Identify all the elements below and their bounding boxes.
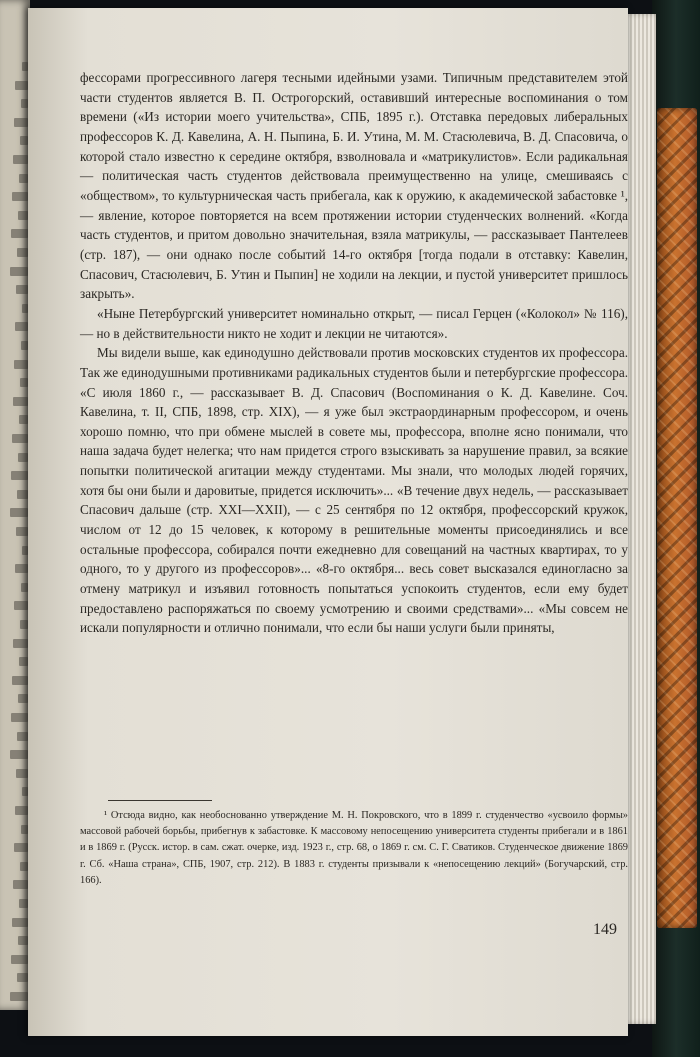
previous-page-text-line xyxy=(12,434,28,443)
paragraph-herzen-quote: «Ныне Петербургский университет номинально открыт, — писал Герцен («Колокол» № 116), — но в действительности никто не ходит и лекции не читаются». xyxy=(80,305,628,341)
previous-page-text-line xyxy=(21,341,28,350)
paragraph-continued: фессорами прогрессивного лагеря тесными идейными узами. Типичным представителем этой части студентов является В. П. Острогорский, оставивший интересные воспоминания о том времени («Из истории моего учительства», СПБ, 1895 г.). Отставка передовых либеральных профессоров К. Д. Кавелина, А. Н. Пыпина, Б. И. Утина, М. М. Стасюлевича, В. Д. Спасовича, о которой стало известно к середине октября, взволновала и «матрикулистов». Если радикальная — политическая часть студентов действовала преимущественно на улице, смешиваясь с «обществом», то культурническая часть прибегала, как к оружию, к академической забастовке ¹, — явление, которое повторяется на всем протяжении истории студенческих волнений. «Когда часть студентов, и притом довольно значительная, взяла матрикулы, — рассказывает Пантелеев (стр. 187), — они однако после событий 14-го октября [тогда подали в отставку: Кавелин, Спасович, Стасюлевич, Б. Утин и Пыпин] не ходили на лекции, и пустой университет пришлось закрыть». xyxy=(80,70,628,302)
previous-page-text-line xyxy=(13,155,28,164)
footnote-separator xyxy=(108,800,212,801)
previous-page-text-line xyxy=(10,992,28,1001)
previous-page-text-line xyxy=(14,601,28,610)
previous-page-text-line xyxy=(15,564,28,573)
previous-page-text-line xyxy=(12,192,28,201)
previous-page-text-line xyxy=(15,81,28,90)
main-text xyxy=(80,68,628,638)
previous-page-text-line xyxy=(13,880,28,889)
previous-page-text-line xyxy=(14,843,28,852)
previous-page-text-line xyxy=(18,211,28,220)
previous-page-text-line xyxy=(10,267,28,276)
previous-page-text-line xyxy=(21,825,28,834)
previous-page-edge xyxy=(0,0,30,1010)
previous-page-text-line xyxy=(14,118,28,127)
previous-page-text-line xyxy=(12,918,28,927)
previous-page-text-line xyxy=(20,862,28,871)
previous-page-text-line xyxy=(15,806,28,815)
previous-page-text-line xyxy=(17,490,28,499)
previous-page-text-line xyxy=(19,657,28,666)
previous-page-text-line xyxy=(19,899,28,908)
previous-page-text-line xyxy=(21,99,28,108)
previous-page-text-line xyxy=(18,936,28,945)
previous-page-text-line xyxy=(11,955,28,964)
paragraph-professors: Мы видели выше, как единодушно действовали против московских студентов их профессора. Так же единодушными противниками радикальных студентов были и петербургские профессора. «С июля 1860 г., — рассказывает В. Д. Спасович (Воспоминания о К. Д. Кавелине. Соч. Кавелина, т. II, СПБ, 1898, стр. XIX), — я уже был экстраординарным профессором, и очень хорошо помню, что при обмене мыслей в совете мы, профессора, вполне ясно понимали, что наша задача будет нелегка; что нам придется строго взыскивать за нарушение правил, за всякие попытки политической агитации между студентами. Мы знали, что молодых людей горячих, хотя бы они были и даровитые, придется исключить»... «В течение двух недель, — рассказывает Спасович дальше (стр. XXI—XXII), — с 25 сентября по 12 октября, профессорский кружок, числом от 12 до 15 человек, к которому в решительные моменты присоединялись и все остальные профессора, собирался почти ежедневно для совещаний на частных квартирах, то у одного, то у другого из профессоров»... «8-го октября... весь совет высказался единогласно за отмену матрикул и изъявил готовность попытаться успокоить студентов, если ему будет предоставлено распоряжаться по своему усмотрению и своими средствами»... «Мы совсем не искали популярности и отлично понимали, что если бы наши услуги были приняты, xyxy=(80,345,628,636)
previous-page-text-line xyxy=(17,248,28,257)
previous-page-text-line xyxy=(11,229,28,238)
previous-page-text-line xyxy=(21,583,28,592)
previous-page-text-line xyxy=(10,750,28,759)
previous-page-text-line xyxy=(16,769,28,778)
page-stack-edges xyxy=(624,14,656,1024)
previous-page-text-line xyxy=(17,973,28,982)
previous-page-text-line xyxy=(19,174,28,183)
previous-page-text-line xyxy=(20,378,28,387)
previous-page-text-line xyxy=(13,639,28,648)
previous-page-text-line xyxy=(14,360,28,369)
previous-page-text-line xyxy=(18,694,28,703)
previous-page-text-line xyxy=(18,453,28,462)
leather-spine xyxy=(657,108,697,928)
previous-page-text-line xyxy=(13,397,28,406)
previous-page-text-line xyxy=(11,713,28,722)
previous-page-text-line xyxy=(20,620,28,629)
previous-page-text-line xyxy=(19,415,28,424)
previous-page-text-line xyxy=(20,136,28,145)
previous-page-text-line xyxy=(12,676,28,685)
page-number: 149 xyxy=(593,921,617,938)
footnote: ¹ Отсюда видно, как необоснованно утверждение М. Н. Покровского, что в 1899 г. студенчество «усвоило формы» массовой рабочей борьбы, прибегнув к забастовке. К массовому непосещению университета студенты прибегали и в 1861 и в 1869 г. (Русск. истор. в сам. сжат. очерке, изд. 1923 г., стр. 68, о 1869 г. см. С. Г. Сватиков. Студенческое движение 1869 г. Сб. «Наша страна», СПБ, 1907, стр. 212). В 1883 г. студенты призывали к «непосещению лекций» (Богучарский, стр. 166). xyxy=(80,810,628,886)
previous-page-text-line xyxy=(11,471,28,480)
previous-page-text-line xyxy=(16,527,28,536)
previous-page-text-line xyxy=(15,322,28,331)
book-page xyxy=(28,8,628,1036)
previous-page-text-line xyxy=(10,508,28,517)
previous-page-text-line xyxy=(17,732,28,741)
previous-page-text-line xyxy=(16,285,28,294)
